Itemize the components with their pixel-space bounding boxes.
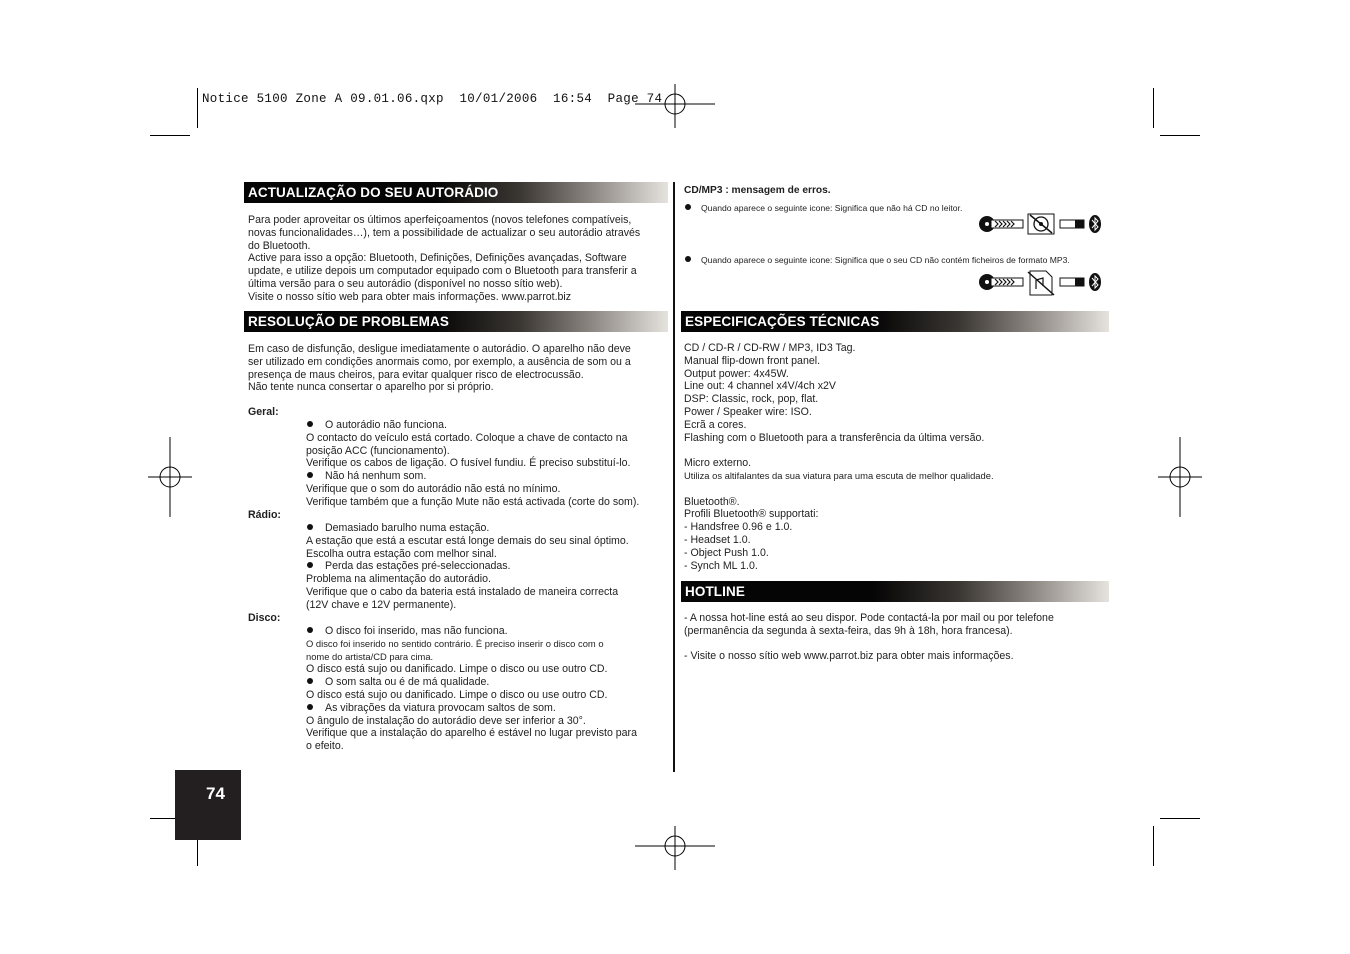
bullet-item: Quando aparece o seguinte icone: Significa que o seu CD não contém ficheiros de formato MP3. [684,255,1070,265]
label-general: Geral: [248,406,279,418]
section-title: RESOLUÇÃO DE PROBLEMAS [248,314,449,329]
text-line: novas funcionalidades…), tem a possibilidade de actualizar o seu autorádio através [248,226,641,239]
text-line: A estação que está a escutar está longe demais do seu sinal óptimo. [306,534,629,547]
section-title: HOTLINE [685,584,745,599]
radio-list [306,522,676,612]
text-line: Line out: 4 channel x4V/4ch x2V [684,380,836,393]
text-line: - A nossa hot-line está ao seu dispor. Pode contactá-la por mail ou por telefone [684,612,1054,624]
text-line: - Visite o nosso sítio web www.parrot.biz para obter mais informações. [684,650,1014,663]
registration-mark-icon [1158,437,1202,517]
text-line: Micro externo. [684,457,752,470]
text-line: O ângulo de instalação do autorádio deve ser inferior a 30°. [306,714,586,727]
no-cd-icon-row [978,213,1108,235]
text-line: Escolha outra estação com melhor sinal. [306,547,497,560]
bullet-item: Quando aparece o seguinte icone: Significa que não há CD no leitor. [684,203,962,213]
text-line: do Bluetooth. [248,239,311,252]
text-line: O disco está sujo ou danificado. Limpe o disco ou use outro CD. [306,663,608,676]
text-line: CD / CD-R / CD-RW / MP3, ID3 Tag. [684,342,856,354]
battery-icon [1060,278,1084,286]
text-line: update, e utilize depois um computador equipado com o Bluetooth para transferir a [248,265,637,278]
text-line: Output power: 4x45W. [684,367,789,380]
section-title: ACTUALIZAÇÃO DO SEU AUTORÁDIO [248,185,499,200]
text-line: presença de maus cheiros, para evitar qualquer risco de electrocussão. [248,368,584,381]
bullet-item: Não há nenhum som. [306,470,676,483]
no-mp3-icon-row [978,270,1108,296]
text-line: Não tente nunca consertar o aparelho por si próprio. [248,381,494,394]
text-line: Para poder aproveitar os últimos aperfeiçoamentos (novos telefones compatíveis, [248,214,632,226]
disc-list [306,625,676,753]
no-disc-icon [1028,214,1054,234]
section-header-troubleshoot [244,311,668,332]
crop-mark [1160,135,1200,136]
crop-mark [150,135,190,136]
label-disc: Disco: [248,612,281,624]
text-line [684,483,1104,496]
page-number: 74 [206,784,225,803]
bullet-item: O som salta ou é de má qualidade. [306,676,676,689]
text-line: - Synch ML 1.0. [684,559,758,572]
section-title: ESPECIFICAÇÕES TÉCNICAS [685,314,880,329]
text-line: DSP: Classic, rock, pop, flat. [684,393,819,406]
specs-list [684,342,1104,572]
bullet-item: O autorádio não funciona. [306,419,676,432]
cd-error-item [684,254,1114,267]
bluetooth-icon [1089,273,1101,291]
text-line: Flashing com o Bluetooth para a transferência da última versão. [684,431,985,444]
text-line: - Object Push 1.0. [684,546,769,559]
text-line: - Headset 1.0. [684,533,751,546]
text-line: (12V chave e 12V permanente). [306,598,457,611]
crop-mark [1160,818,1200,819]
text-line: Manual flip-down front panel. [684,354,821,367]
text-line: Profili Bluetooth® supportati: [684,508,819,521]
text-line: Verifique que a instalação do aparelho é estável no lugar previsto para [306,727,637,740]
text-line: Visite o nosso sítio web para obter mais informações. www.parrot.biz [248,290,572,303]
general-list [306,419,676,509]
crop-mark [1153,826,1154,866]
text-line: O contacto do veículo está cortado. Coloque a chave de contacto na [306,431,628,444]
text-line: Problema na alimentação do autorádio. [306,573,491,586]
text-line: Verifique que o som do autorádio não está no mínimo. [306,482,561,495]
text-line: - Handsfree 0.96 e 1.0. [684,521,793,534]
section-header-hotline [681,581,1109,602]
text-line: Verifique que o cabo da bateria está instalado de maneira correcta [306,585,619,598]
text-line: ser utilizado em condições anormais como, por exemplo, a ausência de som ou a [248,355,631,368]
text-line: Ecrã a cores. [684,418,747,431]
bullet-item: As vibrações da viatura provocam saltos de som. [306,702,676,715]
cd-fast-forward-icon [979,216,1023,232]
registration-mark-icon [635,826,715,870]
text-line: (permanência da segunda à sexta-feira, das 9h à 18h, hora francesa). [684,624,1013,637]
text-line: Verifique também que a função Mute não está activada (corte do som). [306,495,640,508]
bullet-item: Perda das estações pré-seleccionadas. [306,560,676,573]
no-mp3-file-icon [1028,271,1054,295]
registration-mark-icon [148,437,192,517]
crop-mark [197,88,198,128]
troubleshoot-intro [248,343,668,394]
text-line: nome do artista/CD para cima. [306,650,434,662]
text-line: posição ACC (funcionamento). [306,444,450,457]
update-paragraph [248,214,668,304]
text-line: O disco está sujo ou danificado. Limpe o disco ou use outro CD. [306,688,608,701]
text-line: Verifique os cabos de ligação. O fusível fundiu. É preciso substituí-lo. [306,457,631,470]
text-line [684,444,1104,457]
section-header-update [244,182,668,203]
text-line: última versão para o seu autorádio (disponível no nosso sítio web). [248,277,563,290]
text-line: Bluetooth®. [684,495,740,508]
section-header-specs [681,311,1109,332]
text-line: Em caso de disfunção, desligue imediatamente o autorádio. O aparelho não deve [248,343,631,355]
text-line: Active para isso a opção: Bluetooth, Definições, Definições avançadas, Software [248,252,627,265]
text-line: o efeito. [306,740,344,753]
bullet-item: O disco foi inserido, mas não funciona. [306,625,676,638]
cd-fast-forward-icon [979,274,1023,290]
label-radio: Rádio: [248,509,281,521]
print-slug: Notice 5100 Zone A 09.01.06.qxp 10/01/2006 16:54 Page 74 [202,92,663,106]
text-line: Power / Speaker wire: ISO. [684,405,812,418]
text-line [684,638,1104,651]
crop-mark [1153,88,1154,128]
bluetooth-icon [1089,215,1101,233]
cd-errors-title: CD/MP3 : mensagem de erros. [684,185,831,196]
hotline-text [684,612,1104,663]
text-line: Utiliza os altifalantes da sua viatura para uma escuta de melhor qualidade. [684,469,994,481]
page-number-tab [175,770,241,840]
text-line: O disco foi inserido no sentido contrário. É preciso inserir o disco com o [306,637,604,649]
bullet-item: Demasiado barulho numa estação. [306,522,676,535]
battery-icon [1060,220,1084,228]
registration-mark-icon [635,84,715,128]
